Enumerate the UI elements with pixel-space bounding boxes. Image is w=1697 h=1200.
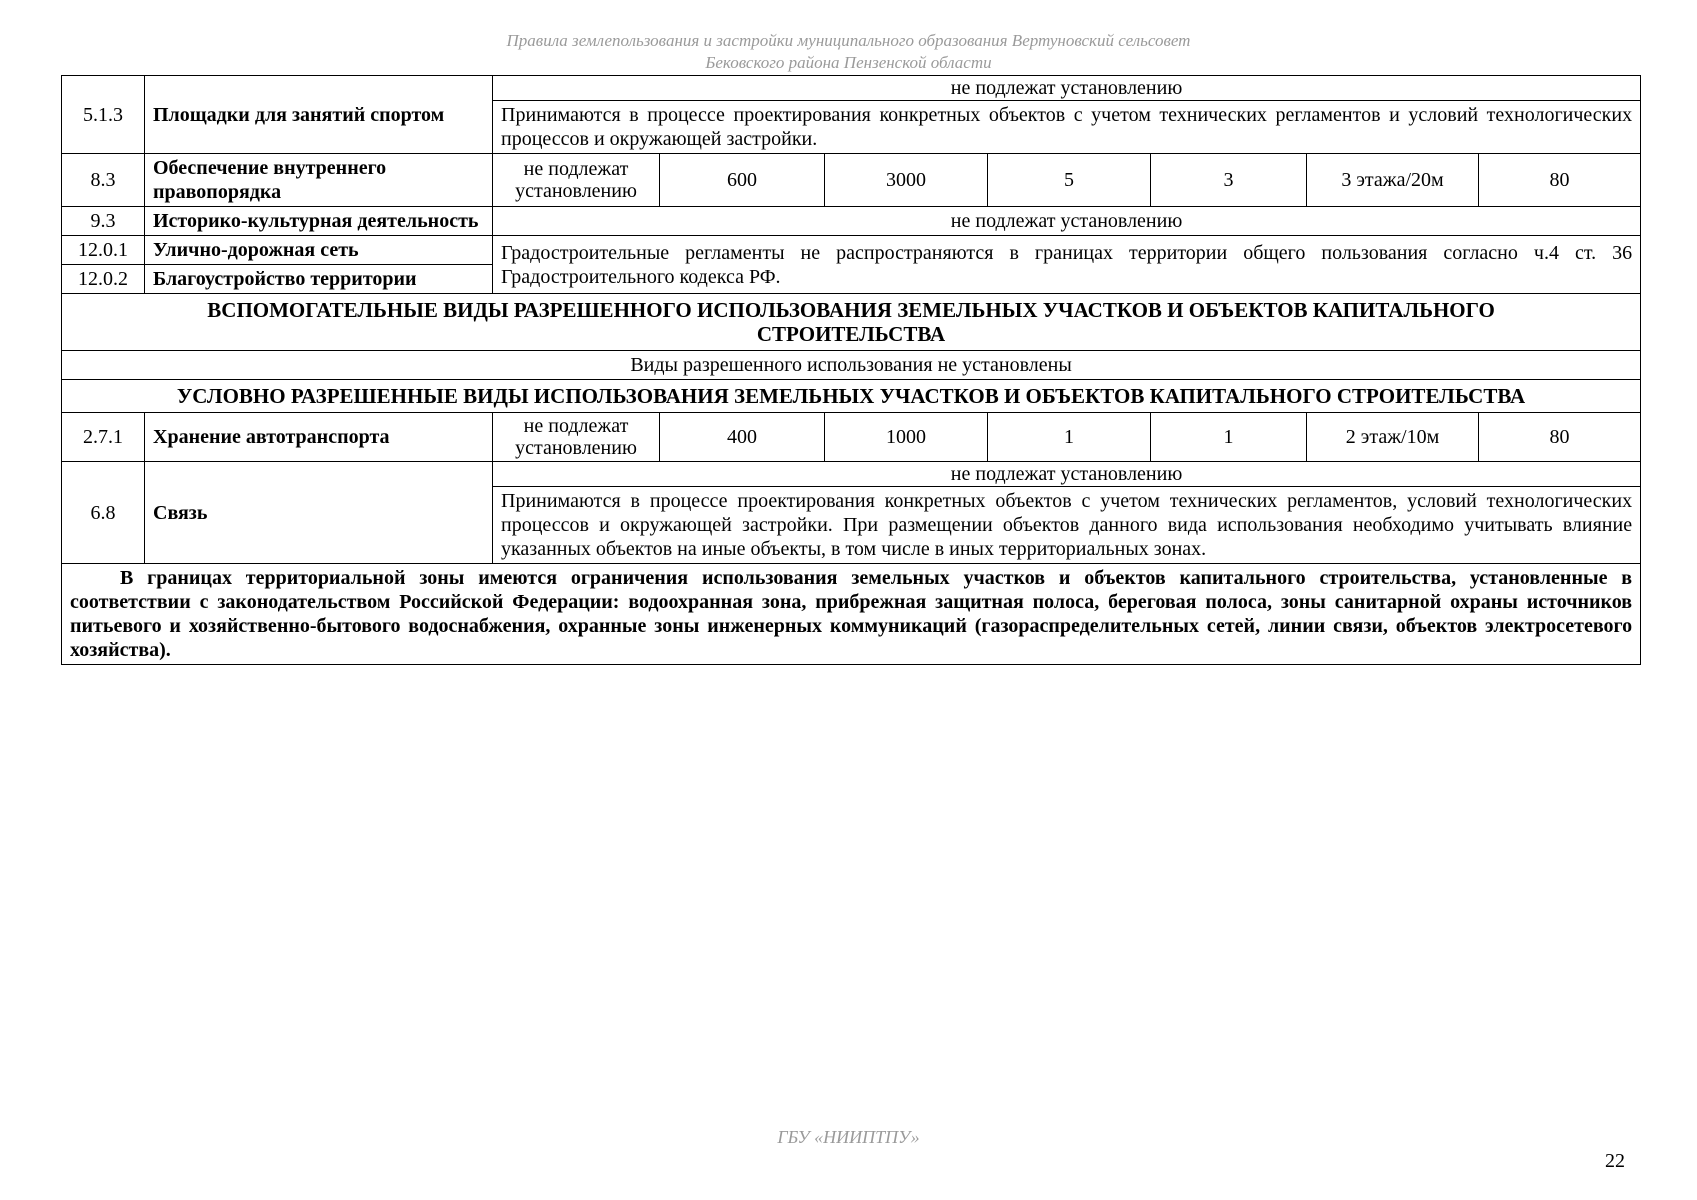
table-row-8-3 (62, 154, 1641, 207)
row-code: 8.3 (62, 154, 145, 207)
conditional-uses-heading: УСЛОВНО РАЗРЕШЕННЫЕ ВИДЫ ИСПОЛЬЗОВАНИЯ ЗЕМЕЛЬНЫХ УЧАСТКОВ И ОБЪЕКТОВ КАПИТАЛЬНОГО СТРОИТЕЛЬСТВА (62, 380, 1641, 413)
row-code: 2.7.1 (62, 413, 145, 462)
header-line-1: Правила землепользования и застройки муниципального образования Вертуновский сельсовет (506, 31, 1191, 50)
auxiliary-uses-heading: ВСПОМОГАТЕЛЬНЫЕ ВИДЫ РАЗРЕШЕННОГО ИСПОЛЬЗОВАНИЯ ЗЕМЕЛЬНЫХ УЧАСТКОВ И ОБЪЕКТОВ КАПИТАЛЬНОГО СТРОИТЕЛЬСТВА (62, 294, 1641, 351)
restrictions-row (62, 564, 1641, 665)
table-row-5-1-3 (62, 76, 1641, 101)
cell-value-2: 400 (660, 413, 825, 462)
table-row-9-3 (62, 207, 1641, 236)
cell-value-3: 3000 (825, 154, 988, 207)
cell-value-6: 2 этаж/10м (1307, 413, 1479, 462)
table-row-6-8 (62, 462, 1641, 487)
cell-value-4: 5 (988, 154, 1151, 207)
cell-value-5: 3 (1151, 154, 1307, 207)
cell-value-1: не подлежат установлению (493, 154, 660, 207)
running-header (0, 30, 1697, 74)
regulation-note: Градостроительные регламенты не распространяются в границах территории общего пользования согласно ч.4 ст. 36 Градостроительного кодекса РФ. (493, 236, 1641, 294)
cell-value-1: не подлежат установлению (493, 413, 660, 462)
row-code: 6.8 (62, 462, 145, 564)
table-row-2-7-1 (62, 413, 1641, 462)
auxiliary-uses-text: Виды разрешенного использования не установлены (62, 351, 1641, 380)
row-code: 9.3 (62, 207, 145, 236)
row-code: 12.0.1 (62, 236, 145, 265)
cell-value-3: 1000 (825, 413, 988, 462)
row-name: Обеспечение внутреннего правопорядка (145, 154, 493, 207)
restrictions-text: В границах территориальной зоны имеются ограничения использования земельных участков и объектов капитального строительства, установленные в соответствии с законодательством Российской Федерации: водоохранная зона, прибрежная защитная полоса, береговая полоса, зоны санитарной охраны источников питьевого и хозяйственно-бытового водоснабжения, охранные зоны инженерных коммуникаций (газораспределительных сетей, линии связи, объектов электросетевого хозяйства). (62, 564, 1641, 665)
row-name: Благоустройство территории (145, 265, 493, 294)
row-code: 5.1.3 (62, 76, 145, 154)
cell-value-4: 1 (988, 413, 1151, 462)
page-number: 22 (1605, 1150, 1625, 1172)
row-params: не подлежат установлению (493, 462, 1641, 487)
cell-value-7: 80 (1479, 413, 1641, 462)
table-row-12-0-1 (62, 236, 1641, 265)
section-heading-row (62, 380, 1641, 413)
section-text-row (62, 351, 1641, 380)
cell-value-6: 3 этажа/20м (1307, 154, 1479, 207)
row-name: Улично-дорожная сеть (145, 236, 493, 265)
row-name: Историко-культурная деятельность (145, 207, 493, 236)
zoning-regulations-table (61, 75, 1641, 665)
row-note: Принимаются в процессе проектирования конкретных объектов с учетом технических регламентов и условий технологических процессов и окружающей застройки. (493, 101, 1641, 154)
cell-value-2: 600 (660, 154, 825, 207)
row-params: не подлежат установлению (493, 207, 1641, 236)
row-name: Хранение автотранспорта (145, 413, 493, 462)
row-note: Принимаются в процессе проектирования конкретных объектов с учетом технических регламентов, условий технологических процессов и окружающей застройки. При размещении объектов данного вида использования необходимо учитывать влияние указанных объектов на иные объекты, в том числе в иных территориальных зонах. (493, 487, 1641, 564)
cell-value-5: 1 (1151, 413, 1307, 462)
header-line-2: Бековского района Пензенской области (705, 53, 992, 72)
row-code: 12.0.2 (62, 265, 145, 294)
footer-organization: ГБУ «НИИПТПУ» (777, 1127, 920, 1147)
cell-value-7: 80 (1479, 154, 1641, 207)
row-name: Связь (145, 462, 493, 564)
row-params: не подлежат установлению (493, 76, 1641, 101)
section-heading-row (62, 294, 1641, 351)
row-name: Площадки для занятий спортом (145, 76, 493, 154)
